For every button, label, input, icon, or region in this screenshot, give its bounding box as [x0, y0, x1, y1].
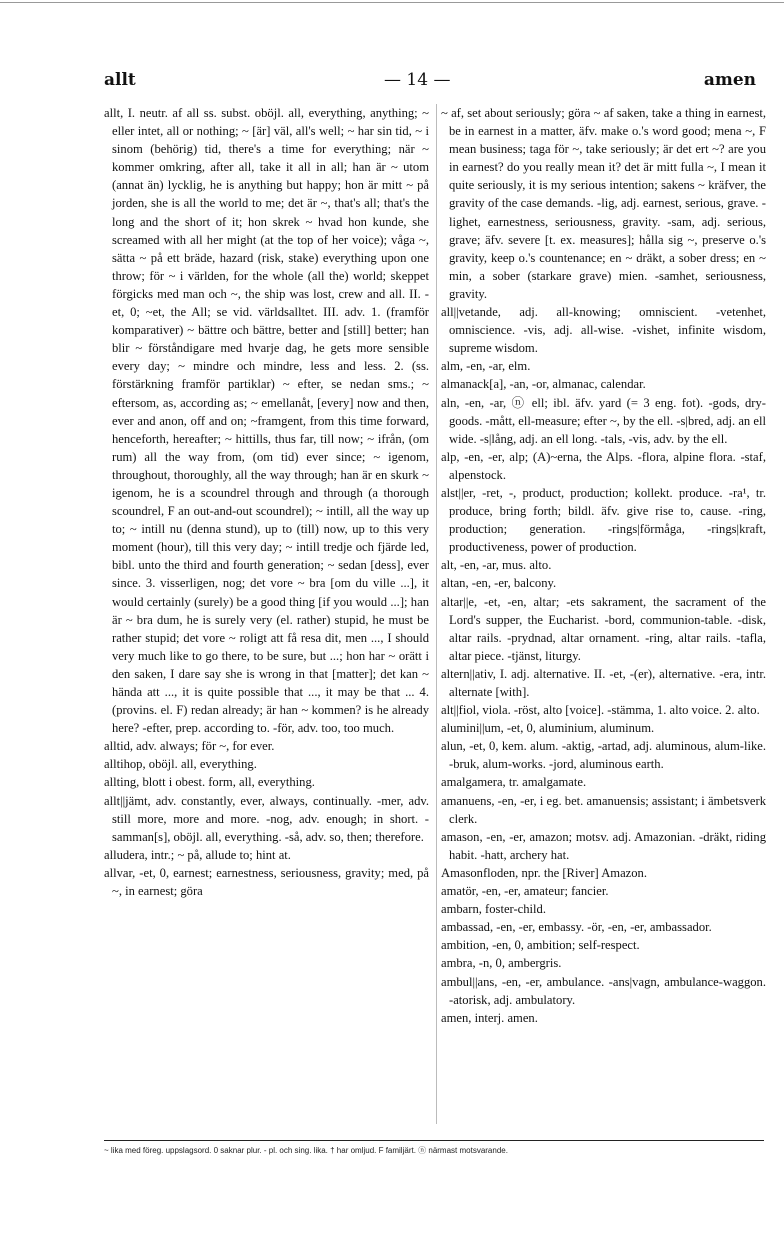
entry-aln: aln, -en, -ar, ⓝ ell; ibl. äfv. yard (= 3 eng. fot). -gods, dry-goods. -mått, ell-measure; efter ~, by the ell. -s|bred, adj. an ell wide. -s|lång, adj. an ell long. -tals, -vis, adv. by the ell.	[441, 395, 766, 446]
entry-alm: alm, -en, -ar, elm.	[441, 359, 531, 374]
entry-alp: alp, -en, -er, alp; (A)~erna, the Alps. -flora, alpine flora. -staf, alpenstock.	[441, 449, 766, 482]
entry-altan: altan, -en, -er, balcony.	[441, 576, 557, 591]
entry-alltjamt: allt||jämt, adv. constantly, ever, always, continually. -mer, adv. still more, more and more. -nog, adv. enough; in short. -samman[s], oböjl. all, everything. -så, adv. so, then; therefore.	[104, 793, 429, 844]
column-divider	[436, 104, 437, 1124]
entry-alt: alt, -en, -ar, mus. alto.	[441, 558, 552, 573]
entry-alternativ: altern||ativ, I. adj. alternative. II. -et, -(er), alternative. -era, intr. alternate [with].	[441, 666, 766, 699]
header-right-word: amen	[703, 70, 756, 90]
entry-allt: allt, I. neutr. af all ss. subst. oböjl. all, everything, anything; ~ eller intet, all or nothing; ~ [är] väl, all's well; ~ har sin tid, ~ i sinom (behörig) tid, there's a time for everything; när ~ kommer omkring, after all, take it all in all; han är ~ utom (annat än) lycklig, he is anything but happy; hon är mitt ~ på jorden, she is all the world to me; det är ~, that's all; that's the long and the short of it; hon skrek ~ hvad hon kunde, she screamed with all her might (at the top of her voice); våga ~, sätta ~ på ett bräde, hazard (risk, stake) everything upon one throw; för ~ i världen, for the whole (all the) world; skeppet förgicks med man och ~, the ship was lost, crew and all. II. -et, 0; ~et, the All; se vid. världsalltet. III. adv. 1. (framför komparativer) ~ bättre och bättre, better and [still] better; han blir ~ förståndigare med hvarje dag, he gets more sensible every day; ~ mindre och mindre, less and less. 2. (ss. förstärkning framför partiklar) ~ efter, se nedan sms.; ~ eftersom, as, according as; ~ emellanåt, [every] now and then, ever and anon, off and on; ~framgent, from this time forward, henceforth, hereafter; ~ hittills, thus far, till now; ~ ifrån, (om rum) all the way from, (om tid) ever since; ~ igenom, throughout, thoroughly, all the way through; han är en skurk ~ igenom, he is a scoundrel through and through (a thorough scoundrel, F an out-and-out scoundrel); ~ intill, all the way up to; ~ intill nu (denna stund), up to (till) now, up to this very moment (hour), till this very day; ~ intill tredje och fjärde led, bibl. unto the third and fourth generation; ~ sedan [dess], ever since. 3. visserligen, nog; det vore ~ bra [om du ville ...], it would certainly (surely) be a good thing [if you would ...]; han är ~ bra dum, he is surely very (el. rather) stupid, he must be rather stupid; det vore ~ roligt att få resa dit, men ..., I should very much like to go there, to be sure, but ...; hon har ~ orätt i den saken, I dare say she is wrong in that [matter]; det kan ~ hända att ..., it is quite possible that ..., it may be that ... 4. (provins. el. F) redan already; är han ~ kommen? is he already here? -efter, prep. according to. -för, adv. too, too much.	[104, 106, 429, 736]
entry-ambition: ambition, -en, 0, ambition; self-respect.	[441, 938, 640, 953]
left-column	[104, 104, 429, 900]
entry-ambulans: ambul||ans, -en, -er, ambulance. -ans|vagn, ambulance-waggon. -atorisk, adj. ambulatory.	[441, 974, 766, 1007]
entry-amen: amen, interj. amen.	[441, 1010, 538, 1025]
footer-legend: ~ lika med föreg. uppslagsord. 0 saknar plur. - pl. och sing. lika. † har omljud. F familjärt. ⓝ närmast motsvarande.	[104, 1146, 508, 1155]
entry-altfiol: alt||fiol, viola. -röst, alto [voice]. -stämma, 1. alto voice. 2. alto.	[441, 703, 760, 718]
entry-alltihop: alltihop, oböjl. all, everything.	[104, 757, 257, 772]
entry-amason: amason, -en, -er, amazon; motsv. adj. Amazonian. -dräkt, riding habit. -hatt, archery hat.	[441, 829, 766, 862]
entry-alster: alst||er, -ret, -, product, production; kollekt. produce. -ra¹, tr. produce, bring forth; bildl. äfv. give rise to, cause. -ring, production; generation. -rings|förmåga, -rings|kraft, productiveness, power of production.	[441, 485, 766, 555]
page-number: — 14 —	[384, 70, 451, 90]
page-header	[104, 70, 756, 92]
entry-allvetande: all||vetande, adj. all-knowing; omniscient. -vetenhet, omniscience. -vis, adj. all-wise. -vishet, infinite wisdom, supreme wisdom.	[441, 305, 766, 356]
top-rule	[0, 2, 784, 3]
footer-rule	[104, 1140, 764, 1141]
entry-ambassad: ambassad, -en, -er, embassy. -ör, -en, -er, ambassador.	[441, 920, 712, 935]
entry-alun: alun, -et, 0, kem. alum. -aktig, -artad, adj. aluminous, alum-like. -bruk, alum-works. -jord, aluminous earth.	[441, 739, 766, 772]
header-left-word: allt	[104, 70, 136, 90]
entry-altare: altar||e, -et, -en, altar; -ets sakrament, the sacrament of the Lord's supper, the Eucharist. -bord, communion-table. -disk, altar rails. -prydnad, altar ornament. -ring, altar rails. -tafla, altar piece. -tjänst, liturgy.	[441, 594, 766, 663]
entry-aluminium: alumini||um, -et, 0, aluminium, aluminum.	[441, 721, 655, 736]
entry-alludera: alludera, intr.; ~ på, allude to; hint at.	[104, 847, 291, 862]
entry-ambra: ambra, -n, 0, ambergris.	[441, 956, 562, 971]
entry-amalgamera: amalgamera, tr. amalgamate.	[441, 775, 587, 790]
entry-allvar-cont: ~ af, set about seriously; göra ~ af saken, take a thing in earnest, be in earnest in a matter, äfv. make o.'s word good; mena ~, F mean business; taga för ~, take seriously; är det ert ~? are you in earnest? do you really mean it? det är mitt fulla ~, I mean it quite seriously, it is my serious intention; sakens ~ kräfver, the gravity of the case demands. -lig, adj. earnest, serious, grave. -lighet, earnestness, seriousness, gravity. -sam, adj. serious, grave; äfv. severe [t. ex. measures]; hålla sig ~, preserve o.'s gravity, keep o.'s countenance; en ~ dräkt, a sober dress; en ~ min, a sober (starkare grave) mien. -samhet, seriousness, gravity.	[441, 106, 766, 301]
entry-allvar: allvar, -et, 0, earnest; earnestness, seriousness, gravity; med, på ~, in earnest; göra	[104, 865, 429, 899]
entry-alltid: alltid, adv. always; för ~, for ever.	[104, 739, 275, 754]
entry-allting: allting, blott i obest. form, all, everything.	[104, 775, 315, 790]
entry-almanacka: almanack[a], -an, -or, almanac, calendar.	[441, 377, 646, 392]
entry-amasonfloden: Amasonfloden, npr. the [River] Amazon.	[441, 865, 648, 880]
entry-ambarn: ambarn, foster-child.	[441, 902, 547, 917]
entry-amator: amatör, -en, -er, amateur; fancier.	[441, 884, 609, 899]
entry-amanuens: amanuens, -en, -er, i eg. bet. amanuensis; assistant; i ämbetsverk clerk.	[441, 793, 766, 826]
right-column	[441, 104, 766, 1027]
